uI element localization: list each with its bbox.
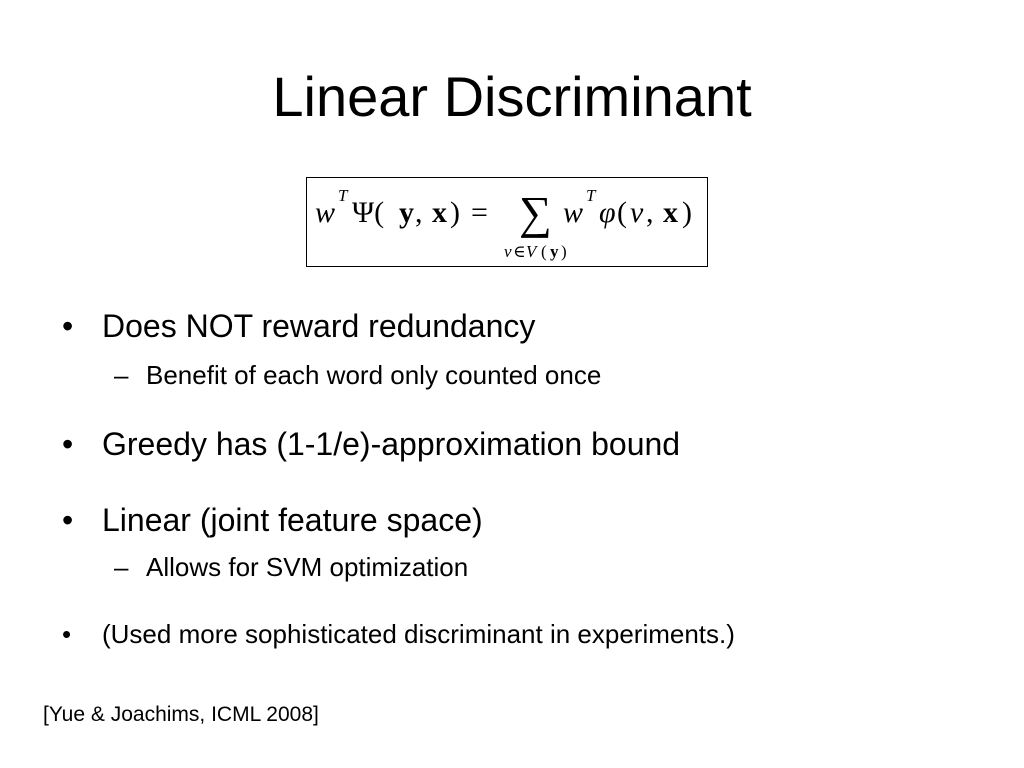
formula-rhs-x: x — [663, 196, 678, 229]
bullet-text: Greedy has (1-1/e)-approximation bound — [102, 426, 681, 462]
formula-lhs-w: w — [315, 196, 336, 229]
bullet-text: (Used more sophisticated discriminant in experiments.) — [102, 619, 735, 649]
bullet-item — [62, 425, 680, 463]
formula-rhs-T: T — [586, 186, 596, 205]
bullet-marker: • — [62, 619, 72, 649]
sub-bullet-text: Benefit of each word only counted once — [146, 360, 602, 390]
formula-rhs-phi: φ — [599, 196, 616, 229]
formula-sub-v: v — [504, 242, 512, 261]
bullet-marker: • — [62, 426, 74, 462]
formula-equation — [307, 178, 707, 266]
formula-rhs-w: w — [563, 196, 584, 229]
formula-box — [306, 177, 708, 267]
formula-rhs-open: ( — [617, 196, 627, 229]
sub-bullet-marker: – — [114, 360, 129, 390]
bullet-item — [62, 307, 535, 345]
sub-bullet-item — [114, 552, 468, 582]
formula-sub-y: y — [550, 242, 559, 261]
formula-lhs-x: x — [432, 196, 447, 229]
formula-lhs-T: T — [338, 186, 348, 205]
formula-lhs-y: y — [399, 196, 414, 229]
bullet-item — [62, 619, 735, 649]
formula-sub-V: V — [526, 242, 537, 261]
formula-rhs-comma: , — [646, 196, 654, 229]
formula-lhs-close: ) — [450, 196, 460, 229]
formula-sub-open: ( — [541, 242, 547, 261]
sub-bullet-marker: – — [114, 552, 129, 582]
formula-rhs-close: ) — [682, 196, 692, 229]
sub-bullet-item — [114, 360, 601, 390]
formula-rhs-v: v — [630, 196, 644, 229]
slide-title: Linear Discriminant — [272, 65, 752, 128]
citation: [Yue & Joachims, ICML 2008] — [43, 703, 319, 726]
formula-equals: = — [471, 196, 488, 229]
bullet-text: Does NOT reward redundancy — [102, 308, 536, 344]
bullet-item — [62, 501, 483, 539]
formula-sub-close: ) — [561, 242, 567, 261]
formula-lhs-comma: , — [415, 196, 423, 229]
bullet-text: Linear (joint feature space) — [102, 502, 483, 538]
bullet-marker: • — [62, 502, 74, 538]
formula-lhs-psi: Ψ( — [352, 196, 385, 229]
sub-bullet-text: Allows for SVM optimization — [146, 552, 469, 582]
formula-sum-sign: ∑ — [519, 187, 552, 238]
formula-sub-in: ∈ — [513, 242, 526, 261]
bullet-marker: • — [62, 308, 74, 344]
